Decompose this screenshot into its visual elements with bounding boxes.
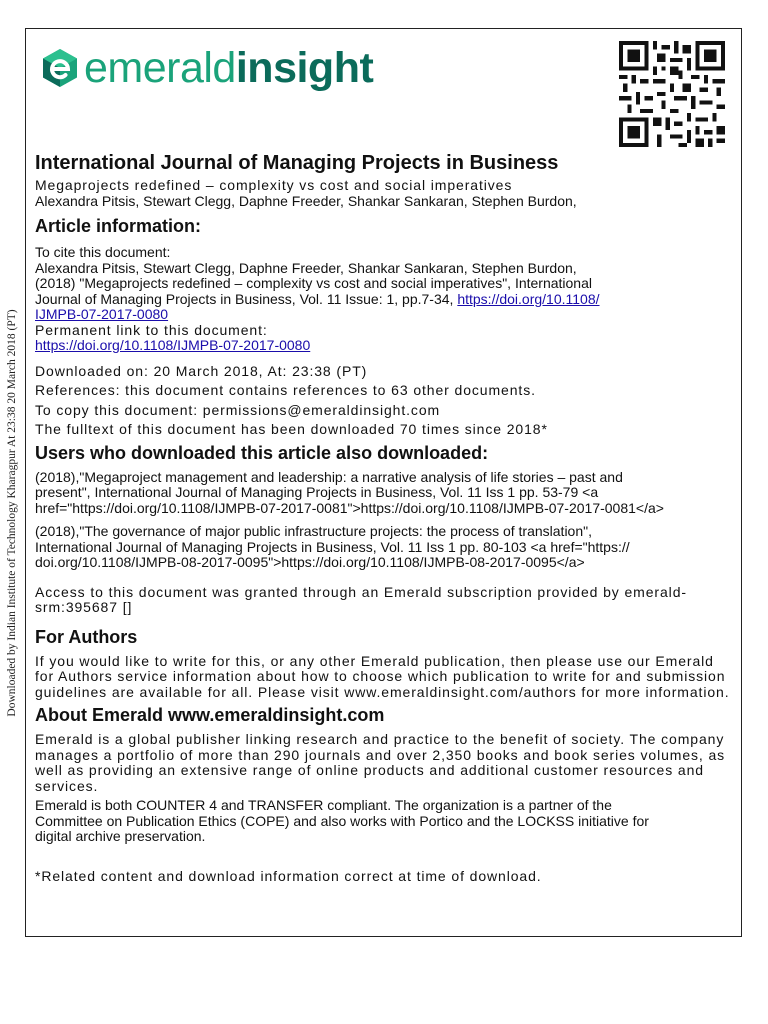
emerald-e-icon	[40, 48, 80, 88]
about-p2-line-2: Committee on Publication Ethics (COPE) and also works with Portico and the LOCKSS initiative for	[35, 812, 649, 829]
download-watermark	[0, 298, 24, 728]
cover-content	[35, 152, 737, 884]
also-downloaded-item[interactable]	[35, 524, 737, 571]
also-downloaded-item-2-line-3: doi.org/10.1108/IJMPB-08-2017-0095">https://doi.org/10.1108/IJMPB-08-2017-0095</a>	[35, 554, 585, 570]
also-downloaded-item-1-line-1: (2018),"Megaproject management and leadership: a narrative analysis of life stories – past and	[35, 468, 623, 485]
logo-wordmark-part1: emerald	[84, 43, 236, 92]
citation-line-1: Alexandra Pitsis, Stewart Clegg, Daphne Freeder, Shankar Sankaran, Stephen Burdon,	[35, 259, 577, 276]
also-downloaded-item-2-line-1: (2018),"The governance of major public infrastructure projects: the process of translation",	[35, 523, 592, 539]
access-note-line-1: Access to this document was granted through an Emerald subscription provided by emerald-	[35, 583, 687, 600]
also-downloaded-item-2-line-2: International Journal of Managing Projects in Business, Vol. 11 Iss 1 pp. 80-103 <a href="https://	[35, 538, 630, 555]
about-p2-line-1: Emerald is both COUNTER 4 and TRANSFER compliant. The organization is a partner of the	[35, 797, 612, 813]
permanent-link-label: Permanent link to this document:	[35, 321, 268, 338]
citation-doi-link[interactable]: https://doi.org/10.1108/	[457, 290, 600, 307]
qr-code-icon	[619, 41, 725, 147]
fulltext-download-count: The fulltext of this document has been downloaded 70 times since 2018*	[35, 421, 548, 437]
cover-page-frame	[25, 28, 742, 937]
downloaded-on: Downloaded on: 20 March 2018, At: 23:38 (PT)	[35, 362, 368, 379]
citation-line-3	[35, 292, 737, 308]
for-authors-heading: For Authors	[35, 626, 138, 647]
citation-doi-link-continued[interactable]: IJMPB-07-2017-0080	[35, 306, 169, 322]
citation-line-2: (2018) "Megaprojects redefined – complexity vs cost and social imperatives", International	[35, 275, 592, 291]
logo-wordmark-part2: insight	[235, 43, 374, 92]
also-downloaded-item-1-line-3: href="https://doi.org/10.1108/IJMPB-07-2017-0081">https://doi.org/10.1108/IJMPB-07-2017-0081</a>	[35, 499, 664, 516]
cite-label: To cite this document:	[35, 244, 171, 260]
about-p1-line-4: services.	[35, 777, 99, 794]
logo-wordmark	[84, 43, 374, 92]
citation-line-4	[35, 307, 737, 323]
citation-source: Journal of Managing Projects in Business, Vol. 11 Issue: 1, pp.7-34,	[35, 290, 458, 307]
copy-permissions: To copy this document: permissions@emeraldinsight.com	[35, 401, 441, 418]
about-p2-line-3: digital archive preservation.	[35, 828, 206, 844]
about-emerald-heading: About Emerald www.emeraldinsight.com	[35, 705, 385, 725]
authors: Alexandra Pitsis, Stewart Clegg, Daphne Freeder, Shankar Sankaran, Stephen Burdon,	[35, 192, 577, 209]
article-title: Megaprojects redefined – complexity vs cost and social imperatives	[35, 177, 513, 193]
for-authors-line-2: for Authors service information about how to choose which publication to write for and submission	[35, 668, 726, 684]
also-downloaded-item-1-line-2: present", International Journal of Managing Projects in Business, Vol. 11 Iss 1 pp. 53-79 <a	[35, 484, 599, 500]
about-p1-line-2: manages a portfolio of more than 290 journals and over 2,350 books and book series volumes, as	[35, 746, 726, 763]
for-authors-line-1: If you would like to write for this, or any other Emerald publication, then please use our Emerald	[35, 652, 714, 669]
about-p1-line-1: Emerald is a global publisher linking research and practice to the benefit of society. The company	[35, 731, 725, 747]
download-watermark-text: Downloaded by Indian Institute of Technology Kharagpur At 23:38 20 March 2018 (PT)	[6, 309, 18, 717]
references-count: References: this document contains references to 63 other documents.	[35, 382, 536, 398]
also-downloaded-heading: Users who downloaded this article also downloaded:	[35, 442, 489, 463]
permanent-link-line	[35, 338, 737, 354]
for-authors-line-3: guidelines are available for all. Please visit www.emeraldinsight.com/authors for more information.	[35, 683, 730, 700]
also-downloaded-item[interactable]	[35, 470, 737, 517]
article-information-heading: Article information:	[35, 216, 202, 236]
access-note-line-2: srm:395687 []	[35, 599, 133, 615]
about-p1-line-3: well as providing an extensive range of online products and additional customer resources and	[35, 762, 704, 778]
footnote: *Related content and download information correct at time of download.	[35, 867, 542, 884]
permanent-doi-link[interactable]: https://doi.org/10.1108/IJMPB-07-2017-0080	[35, 337, 311, 353]
emerald-insight-logo[interactable]	[40, 45, 373, 91]
journal-title: International Journal of Managing Projects in Business	[35, 152, 559, 174]
